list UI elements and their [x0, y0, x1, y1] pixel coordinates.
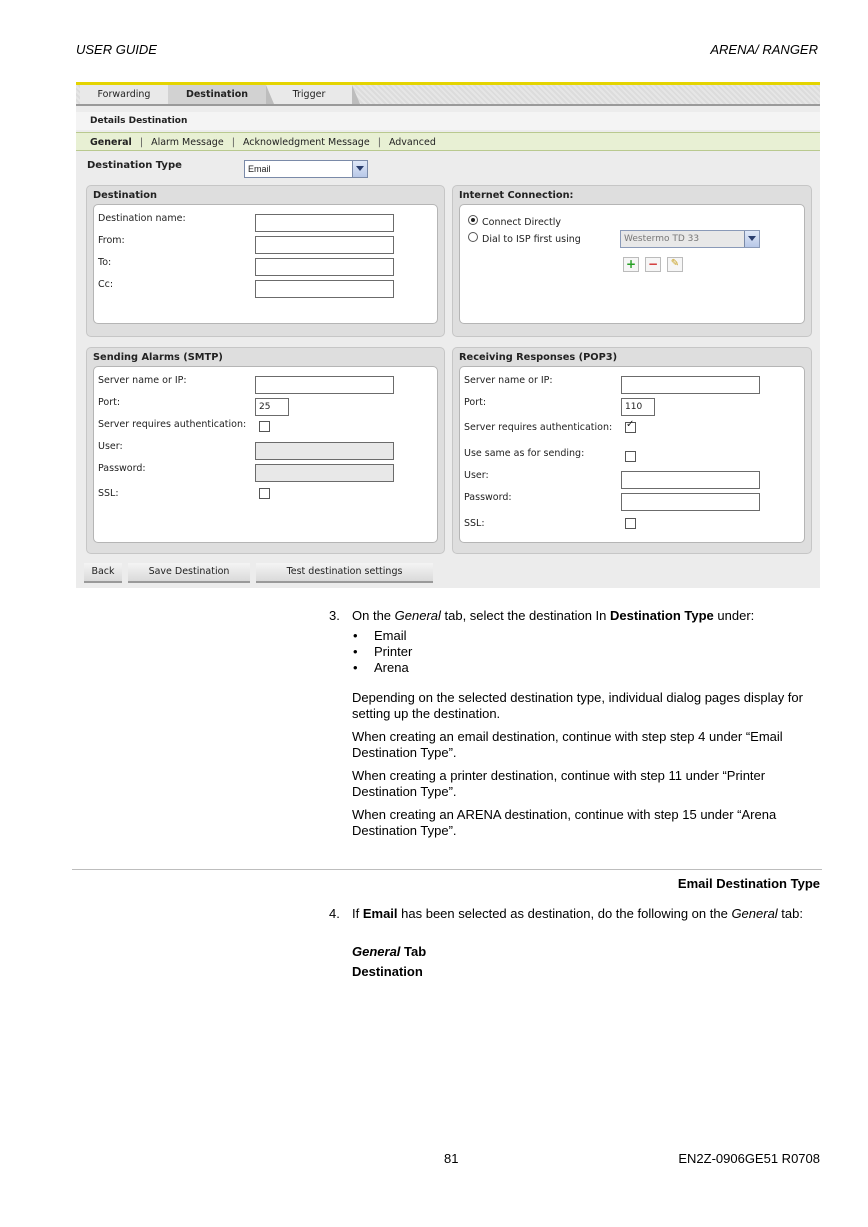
smtp-user-label: User:: [98, 441, 123, 452]
from-label: From:: [98, 235, 125, 246]
pop3-panel: [452, 347, 812, 554]
step-3-text: under:: [713, 608, 755, 623]
general-italic: General: [731, 906, 778, 921]
add-icon[interactable]: +: [623, 257, 639, 272]
general-tab-rest: Tab: [400, 944, 427, 959]
tab-forwarding[interactable]: Forwarding: [80, 85, 168, 104]
destination-type-bold: Destination Type: [610, 608, 714, 623]
internet-connection-title: Internet Connection:: [459, 190, 574, 201]
step-3-paragraph-4: When creating an ARENA destination, continue with step 15 under “Arena Destination Type”.: [352, 807, 777, 838]
destination-name-label: Destination name:: [98, 213, 186, 224]
pop3-port-input[interactable]: 110: [621, 398, 655, 416]
dial-isp-label: Dial to ISP first using: [482, 234, 581, 245]
connect-directly-label: Connect Directly: [482, 217, 562, 228]
destination-type-label: Destination Type: [87, 160, 182, 171]
pop3-panel-title: Receiving Responses (POP3): [459, 352, 618, 363]
section-divider: [72, 869, 822, 870]
step-4-text: tab:: [777, 906, 803, 921]
step-3-text: On the: [352, 608, 395, 623]
list-item: • Arena: [374, 660, 412, 676]
smtp-ssl-checkbox[interactable]: [259, 488, 270, 499]
smtp-auth-checkbox[interactable]: [259, 421, 270, 432]
smtp-auth-label: Server requires authentication:: [98, 419, 247, 430]
destination-type-value: Email: [248, 164, 271, 174]
pop3-panel-body: [459, 366, 805, 543]
step-3-intro: [352, 608, 822, 624]
subtab-separator: |: [377, 137, 381, 148]
pop3-password-input[interactable]: [621, 493, 760, 511]
modem-select-value: Westermo TD 33: [624, 234, 700, 244]
smtp-panel: [86, 347, 445, 554]
smtp-panel-title: Sending Alarms (SMTP): [93, 352, 223, 363]
pop3-ssl-label: SSL:: [464, 518, 485, 529]
step-3-text: tab, select the destination In: [440, 608, 610, 623]
smtp-panel-body: [93, 366, 438, 543]
pop3-user-input[interactable]: [621, 471, 760, 489]
document-code: EN2Z-0906GE51 R0708: [678, 1151, 820, 1166]
to-label: To:: [98, 257, 112, 268]
destination-panel-body: [93, 204, 438, 324]
chevron-down-icon[interactable]: [744, 231, 759, 247]
pop3-server-label: Server name or IP:: [464, 375, 553, 386]
pop3-password-label: Password:: [464, 492, 512, 503]
test-destination-button[interactable]: Test destination settings: [256, 563, 433, 583]
step-3-paragraph-1: Depending on the selected destination type, individual dialog pages display for setting up the destination.: [352, 690, 803, 721]
subtab-separator: |: [231, 137, 235, 148]
smtp-password-input[interactable]: [255, 464, 394, 482]
save-destination-button[interactable]: Save Destination: [128, 563, 250, 583]
subtab-acknowledgment-message[interactable]: Acknowledgment Message: [242, 137, 370, 148]
smtp-server-input[interactable]: [255, 376, 394, 394]
header-right: ARENA/ RANGER: [710, 42, 818, 57]
subtab-general[interactable]: General: [90, 137, 132, 148]
connect-directly-radio[interactable]: [468, 215, 478, 225]
tab-trigger[interactable]: Trigger: [266, 85, 352, 104]
dial-isp-radio[interactable]: [468, 232, 478, 242]
pop3-server-input[interactable]: [621, 376, 760, 394]
subtab-advanced[interactable]: Advanced: [388, 137, 436, 148]
general-italic: General: [394, 608, 441, 623]
subtab-alarm-message[interactable]: Alarm Message: [151, 137, 224, 148]
step-4-number: 4.: [329, 906, 340, 921]
list-item: • Email: [374, 628, 412, 644]
destination-screenshot: [76, 82, 820, 588]
pop3-auth-checkbox[interactable]: [625, 422, 636, 433]
tab-destination[interactable]: Destination: [168, 85, 266, 104]
smtp-ssl-label: SSL:: [98, 488, 119, 499]
smtp-server-label: Server name or IP:: [98, 375, 187, 386]
cc-input[interactable]: [255, 280, 394, 298]
edit-pencil-icon[interactable]: ✎: [667, 257, 683, 272]
email-bold: Email: [362, 906, 398, 921]
smtp-user-input[interactable]: [255, 442, 394, 460]
modem-select[interactable]: [620, 230, 760, 248]
step-4-text: has been selected as destination, do the following on the: [397, 906, 732, 921]
destination-type-list: [374, 628, 412, 676]
subtab-separator: |: [139, 137, 144, 148]
pop3-auth-label: Server requires authentication:: [464, 422, 613, 433]
section-heading: Email Destination Type: [677, 876, 820, 891]
step-3-number: 3.: [329, 608, 340, 623]
pop3-user-label: User:: [464, 470, 489, 481]
destination-panel: [86, 185, 445, 337]
details-divider: [76, 104, 820, 106]
step-4-text: If: [352, 906, 363, 921]
tab-bar: [76, 85, 820, 104]
header-left: USER GUIDE: [76, 42, 157, 57]
back-button[interactable]: Back: [84, 563, 122, 583]
cc-label: Cc:: [98, 279, 114, 290]
details-title: Details Destination: [76, 112, 820, 130]
from-input[interactable]: [255, 236, 394, 254]
destination-name-input[interactable]: [255, 214, 394, 232]
step-4-intro: [352, 906, 822, 922]
smtp-port-label: Port:: [98, 397, 121, 408]
pop3-port-label: Port:: [464, 397, 487, 408]
page-number: 81: [444, 1151, 459, 1166]
destination-panel-title: Destination: [93, 190, 157, 201]
smtp-port-input[interactable]: 25: [255, 398, 289, 416]
pop3-same-checkbox[interactable]: [625, 451, 636, 462]
remove-icon[interactable]: −: [645, 257, 661, 272]
destination-heading: Destination: [352, 964, 423, 979]
destination-type-select[interactable]: [244, 160, 368, 178]
smtp-password-label: Password:: [98, 463, 146, 474]
pop3-same-label: Use same as for sending:: [464, 448, 585, 459]
general-tab-heading: [352, 944, 426, 960]
subtab-bar: [76, 132, 820, 151]
chevron-down-icon[interactable]: [352, 161, 367, 177]
list-item: • Printer: [374, 644, 412, 660]
internet-connection-panel: [452, 185, 812, 337]
pop3-ssl-checkbox[interactable]: [625, 518, 636, 529]
step-3-paragraph-3: When creating a printer destination, continue with step 11 under “Printer Destination Type”.: [352, 768, 766, 799]
step-3-paragraph-2: When creating an email destination, continue with step step 4 under “Email Destination Type”.: [352, 729, 783, 760]
to-input[interactable]: [255, 258, 394, 276]
general-tab-italic: General: [352, 944, 401, 959]
